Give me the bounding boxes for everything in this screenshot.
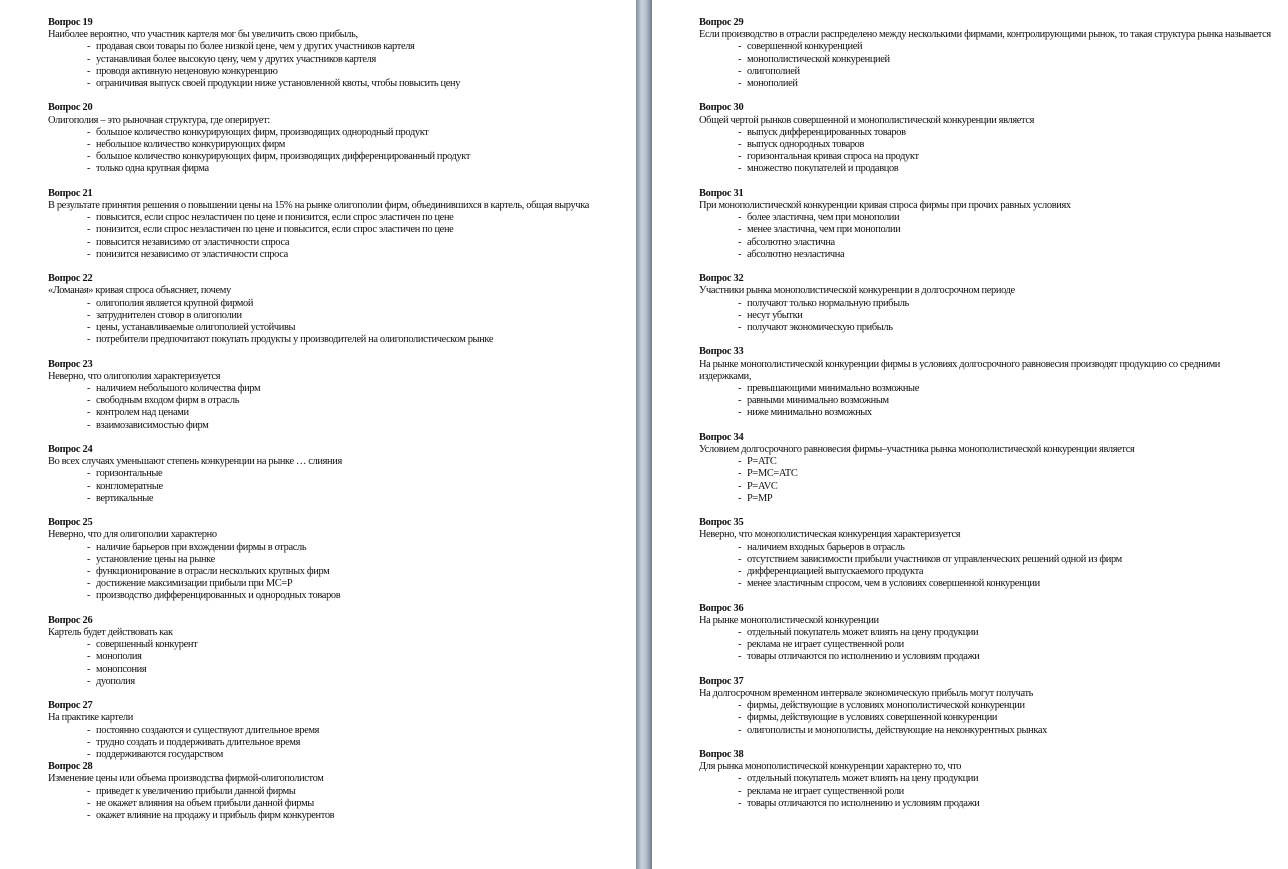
answer-option: - выпуск дифференцированных товаров bbox=[699, 127, 1274, 139]
answer-option: - множество покупателей и продавцов bbox=[699, 163, 1274, 175]
question-title: Вопрос 33 bbox=[699, 346, 744, 358]
question-title: Вопрос 37 bbox=[699, 675, 744, 687]
answer-options bbox=[48, 639, 618, 688]
answer-options bbox=[48, 298, 618, 347]
answer-option: - потребители предпочитают покупать продукты у производителей на олигополистическом рынке bbox=[48, 334, 618, 346]
answer-option: - P=MC=ATC bbox=[699, 468, 1274, 480]
answer-option: - понизится независимо от эластичности спроса bbox=[48, 249, 618, 261]
question-title: Вопрос 34 bbox=[699, 431, 744, 443]
answer-option: - превышающими минимально возможные bbox=[699, 383, 1274, 395]
question-title: Вопрос 31 bbox=[699, 187, 744, 199]
answer-option: - вертикальные bbox=[48, 493, 618, 505]
answer-option: - отдельный покупатель может влиять на цену продукции bbox=[699, 773, 1274, 785]
answer-options bbox=[699, 298, 1274, 335]
answer-option: - взаимозависимостью фирм bbox=[48, 420, 618, 432]
answer-option: - более эластична, чем при монополии bbox=[699, 212, 1274, 224]
question-title: Вопрос 19 bbox=[48, 17, 93, 28]
answer-option: - товары отличаются по исполнению и условиям продажи bbox=[699, 651, 1274, 663]
answer-options bbox=[699, 627, 1274, 664]
answer-option: - менее эластична, чем при монополии bbox=[699, 224, 1274, 236]
answer-options bbox=[48, 786, 618, 823]
answer-option: - дуополия bbox=[48, 676, 618, 688]
answer-options bbox=[699, 456, 1274, 505]
answer-option: - окажет влияние на продажу и прибыль фирм конкурентов bbox=[48, 810, 618, 822]
question-block bbox=[699, 102, 1274, 175]
answer-option: - отдельный покупатель может влиять на цену продукции bbox=[699, 627, 1274, 639]
question-block bbox=[699, 273, 1274, 334]
question-title: Вопрос 29 bbox=[699, 17, 744, 28]
question-text: Общей чертой рынков совершенной и монополистической конкуренции является bbox=[699, 114, 1035, 126]
question-text: В результате принятия решения о повышении цены на 15% на рынке олигополии фирм, объединившихся в картель, общая выручка bbox=[48, 200, 590, 212]
question-block bbox=[48, 444, 618, 505]
answer-options bbox=[48, 383, 618, 432]
answer-option: - небольшое количество конкурирующих фирм bbox=[48, 139, 618, 151]
answer-option: - абсолютно эластична bbox=[699, 237, 1274, 249]
question-text: На рынке монополистической конкуренции bbox=[699, 614, 879, 626]
question-title: Вопрос 36 bbox=[699, 602, 744, 614]
answer-option: - установление цены на рынке bbox=[48, 554, 618, 566]
page-gutter bbox=[636, 0, 652, 869]
answer-option: - трудно создать и поддерживать длительное время bbox=[48, 737, 618, 749]
answer-options bbox=[48, 127, 618, 176]
answer-option: - несут убытки bbox=[699, 310, 1274, 322]
question-text: Олигополия – это рыночная структура, где оперирует: bbox=[48, 114, 270, 126]
question-text: Неверно, что для олигополии характерно bbox=[48, 529, 217, 541]
question-block bbox=[699, 676, 1274, 737]
answer-option: - достижение максимизации прибыли при MC=P bbox=[48, 578, 618, 590]
question-title: Вопрос 27 bbox=[48, 700, 93, 712]
question-text: Условием долгосрочного равновесия фирмы–участника рынка монополистической конкуренции является bbox=[699, 444, 1135, 456]
answer-option: - поддерживаются государством bbox=[48, 749, 618, 761]
answer-option: - дифференциацией выпускаемого продукта bbox=[699, 566, 1274, 578]
question-text: Картель будет действовать как bbox=[48, 627, 173, 639]
question-text: Во всех случаях уменьшают степень конкуренции на рынке … слияния bbox=[48, 456, 342, 468]
answer-options bbox=[699, 383, 1274, 420]
answer-option: - постоянно создаются и существуют длительное время bbox=[48, 725, 618, 737]
answer-option: - понизится, если спрос неэластичен по цене и повысится, если спрос эластичен по цене bbox=[48, 224, 618, 236]
question-title: Вопрос 23 bbox=[48, 358, 93, 370]
question-block bbox=[48, 273, 618, 346]
question-title: Вопрос 38 bbox=[699, 749, 744, 761]
question-block bbox=[699, 749, 1274, 810]
answer-options bbox=[48, 41, 618, 90]
answer-option: - менее эластичным спросом, чем в условиях совершенной конкуренции bbox=[699, 578, 1274, 590]
answer-options bbox=[48, 725, 618, 762]
question-title: Вопрос 30 bbox=[699, 102, 744, 114]
question-block bbox=[48, 615, 618, 688]
answer-options bbox=[699, 542, 1274, 591]
answer-options bbox=[699, 127, 1274, 176]
answer-option: - товары отличаются по исполнению и условиям продажи bbox=[699, 798, 1274, 810]
answer-option: - монополией bbox=[699, 78, 1274, 90]
question-block bbox=[48, 359, 618, 432]
answer-option: - повысится независимо от эластичности спроса bbox=[48, 237, 618, 249]
answer-option: - абсолютно неэластична bbox=[699, 249, 1274, 261]
question-block bbox=[699, 603, 1274, 664]
questions-column-right bbox=[699, 17, 1274, 822]
question-title: Вопрос 32 bbox=[699, 273, 744, 285]
answer-option: - получают экономическую прибыль bbox=[699, 322, 1274, 334]
answer-option: - приведет к увеличению прибыли данной фирмы bbox=[48, 786, 618, 798]
question-block bbox=[48, 17, 618, 90]
question-block bbox=[48, 700, 618, 761]
answer-option: - повысится, если спрос неэластичен по цене и понизится, если спрос эластичен по цене bbox=[48, 212, 618, 224]
answer-option: - ниже минимально возможных bbox=[699, 407, 1274, 419]
answer-option: - цены, устанавливаемые олигополией устойчивы bbox=[48, 322, 618, 334]
answer-options bbox=[48, 542, 618, 603]
answer-option: - P=ATC bbox=[699, 456, 1274, 468]
question-title: Вопрос 22 bbox=[48, 273, 93, 285]
question-title: Вопрос 20 bbox=[48, 102, 93, 114]
question-title: Вопрос 21 bbox=[48, 187, 93, 199]
answer-option: - не окажет влияния на объем прибыли данной фирмы bbox=[48, 798, 618, 810]
question-block bbox=[48, 761, 618, 822]
answer-option: - наличие барьеров при вхождении фирмы в отрасль bbox=[48, 542, 618, 554]
answer-option: - реклама не играет существенной роли bbox=[699, 786, 1274, 798]
question-text: На практике картели bbox=[48, 712, 133, 724]
questions-column-left bbox=[48, 17, 618, 834]
question-block bbox=[48, 102, 618, 175]
answer-option: - контролем над ценами bbox=[48, 407, 618, 419]
answer-option: - олигополией bbox=[699, 66, 1274, 78]
question-title: Вопрос 24 bbox=[48, 444, 93, 456]
question-block bbox=[699, 17, 1274, 90]
answer-option: - P=AVC bbox=[699, 481, 1274, 493]
question-block bbox=[699, 517, 1274, 590]
document-page-left bbox=[0, 0, 636, 869]
question-text: «Ломаная» кривая спроса объясняет, почему bbox=[48, 285, 231, 297]
answer-option: - отсутствием зависимости прибыли участников от управленческих решений одной из фирм bbox=[699, 554, 1274, 566]
question-title: Вопрос 25 bbox=[48, 517, 93, 529]
question-text: На рынке монополистической конкуренции фирмы в условиях долгосрочного равновесия производят продукцию со средними издержками, bbox=[699, 358, 1220, 382]
answer-options bbox=[699, 41, 1274, 90]
answer-option: - получают только нормальную прибыль bbox=[699, 298, 1274, 310]
answer-option: - горизонтальные bbox=[48, 468, 618, 480]
answer-option: - олигополия является крупной фирмой bbox=[48, 298, 618, 310]
question-text: Неверно, что монополистическая конкуренция характеризуется bbox=[699, 529, 961, 541]
answer-options bbox=[699, 773, 1274, 810]
question-text: Наиболее вероятно, что участник картеля мог бы увеличить свою прибыль, bbox=[48, 29, 358, 41]
document-page-right bbox=[652, 0, 1288, 869]
question-title: Вопрос 28 bbox=[48, 761, 93, 773]
answer-options bbox=[48, 468, 618, 505]
question-text: Неверно, что олигополия характеризуется bbox=[48, 370, 221, 382]
question-text: Если производство в отрасли распределено между несколькими фирмами, контролирующими рынок, то такая структура рынка называется bbox=[699, 29, 1271, 41]
answer-option: - продавая свои товары по более низкой цене, чем у других участников картеля bbox=[48, 41, 618, 53]
answer-option: - монопсония bbox=[48, 664, 618, 676]
answer-option: - производство дифференцированных и однородных товаров bbox=[48, 590, 618, 602]
answer-option: - конгломератные bbox=[48, 481, 618, 493]
answer-option: - монополистической конкуренцией bbox=[699, 54, 1274, 66]
answer-option: - большое количество конкурирующих фирм, производящих дифференцированный продукт bbox=[48, 151, 618, 163]
answer-option: - затруднителен сговор в олигополии bbox=[48, 310, 618, 322]
question-title: Вопрос 26 bbox=[48, 614, 93, 626]
answer-option: - проводя активную неценовую конкуренцию bbox=[48, 66, 618, 78]
answer-option: - олигополисты и монополисты, действующие на неконкурентных рынках bbox=[699, 725, 1274, 737]
answer-option: - реклама не играет существенной роли bbox=[699, 639, 1274, 651]
answer-option: - функционирование в отрасли нескольких крупных фирм bbox=[48, 566, 618, 578]
question-text: Изменение цены или объема производства фирмой-олигополистом bbox=[48, 773, 324, 785]
answer-option: - равными минимально возможным bbox=[699, 395, 1274, 407]
question-text: На долгосрочном временном интервале экономическую прибыль могут получать bbox=[699, 688, 1034, 700]
question-text: Для рынка монополистической конкуренции характерно то, что bbox=[699, 761, 962, 773]
answer-option: - P=MP bbox=[699, 493, 1274, 505]
answer-option: - фирмы, действующие в условиях совершенной конкуренции bbox=[699, 712, 1274, 724]
answer-option: - ограничивая выпуск своей продукции ниже установленной квоты, чтобы повысить цену bbox=[48, 78, 618, 90]
answer-option: - горизонтальная кривая спроса на продукт bbox=[699, 151, 1274, 163]
question-block bbox=[48, 517, 618, 602]
answer-option: - фирмы, действующие в условиях монополистической конкуренции bbox=[699, 700, 1274, 712]
question-text: При монополистической конкуренции кривая спроса фирмы при прочих равных условиях bbox=[699, 200, 1071, 212]
answer-options bbox=[699, 212, 1274, 261]
question-text: Участники рынка монополистической конкуренции в долгосрочном периоде bbox=[699, 285, 1015, 297]
question-block bbox=[699, 188, 1274, 261]
answer-option: - совершенный конкурент bbox=[48, 639, 618, 651]
answer-option: - выпуск однородных товаров bbox=[699, 139, 1274, 151]
question-block bbox=[699, 346, 1274, 419]
answer-option: - свободным входом фирм в отрасль bbox=[48, 395, 618, 407]
question-block bbox=[699, 432, 1274, 505]
answer-options bbox=[699, 700, 1274, 737]
answer-option: - только одна крупная фирма bbox=[48, 163, 618, 175]
question-block bbox=[48, 188, 618, 261]
answer-option: - большое количество конкурирующих фирм, производящих однородный продукт bbox=[48, 127, 618, 139]
answer-options bbox=[48, 212, 618, 261]
answer-option: - совершенной конкуренцией bbox=[699, 41, 1274, 53]
answer-option: - монополия bbox=[48, 651, 618, 663]
answer-option: - устанавливая более высокую цену, чем у других участников картеля bbox=[48, 54, 618, 66]
answer-option: - наличием небольшого количества фирм bbox=[48, 383, 618, 395]
question-title: Вопрос 35 bbox=[699, 517, 744, 529]
answer-option: - наличием входных барьеров в отрасль bbox=[699, 542, 1274, 554]
